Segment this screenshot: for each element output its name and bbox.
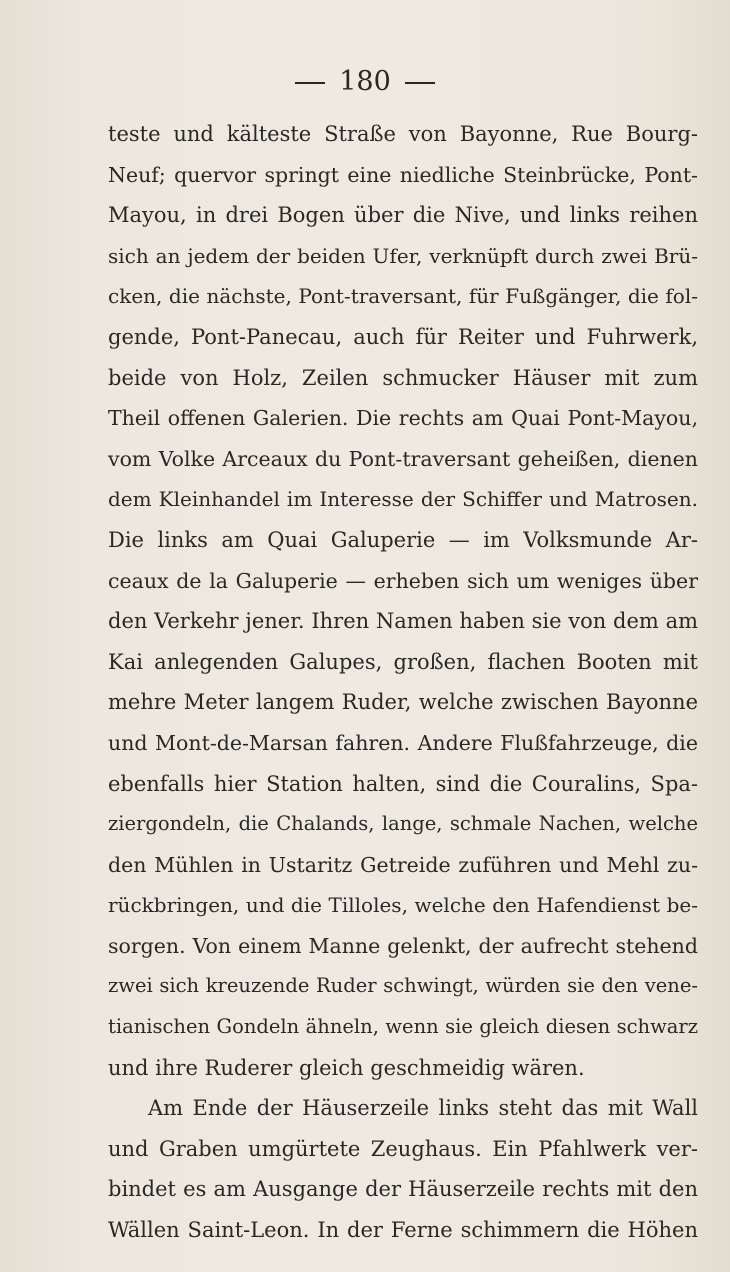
text-line: tianischen Gondeln ähneln, wenn sie gleich diesen schwarz bbox=[108, 1015, 698, 1039]
text-line: den Mühlen in Ustaritz Getreide zuführen und Mehl zu- bbox=[108, 852, 698, 877]
text-line: und Mont-de-Marsan fahren. Andere Flußfahrzeuge, die bbox=[108, 730, 698, 755]
dash-right bbox=[405, 82, 435, 84]
text-line: und Graben umgürtete Zeughaus. Ein Pfahlwerk ver- bbox=[108, 1136, 698, 1161]
text-line: Am Ende der Häuserzeile links steht das mit Wall bbox=[148, 1096, 698, 1121]
body-text bbox=[108, 114, 698, 1251]
text-line: ziergondeln, die Chalands, lange, schmale Nachen, welche bbox=[108, 812, 698, 836]
text-line: Neuf; quervor springt eine niedliche Steinbrücke, Pont- bbox=[108, 162, 698, 187]
text-line: sorgen. Von einem Manne gelenkt, der aufrecht stehend bbox=[108, 933, 698, 958]
text-line: dem Kleinhandel im Interesse der Schiffer und Matrosen. bbox=[108, 487, 698, 512]
text-line: ebenfalls hier Station halten, sind die Couralins, Spa- bbox=[108, 771, 698, 796]
text-line: Die links am Quai Galuperie — im Volksmunde Ar- bbox=[108, 527, 698, 552]
text-line: bindet es am Ausgange der Häuserzeile rechts mit den bbox=[108, 1177, 698, 1202]
text-line: den Verkehr jener. Ihren Namen haben sie von dem am bbox=[108, 609, 698, 634]
text-line: vom Volke Arceaux du Pont-traversant geheißen, dienen bbox=[108, 446, 698, 471]
dash-left bbox=[295, 82, 325, 84]
page-number-header bbox=[0, 66, 730, 97]
text-line: Kai anlegenden Galupes, großen, flachen Booten mit bbox=[108, 649, 698, 674]
text-line: cken, die nächste, Pont-traversant, für Fußgänger, die fol- bbox=[108, 284, 698, 309]
text-line: Mayou, in drei Bogen über die Nive, und links reihen bbox=[108, 203, 698, 228]
text-line: sich an jedem der beiden Ufer, verknüpft durch zwei Brü- bbox=[108, 243, 698, 268]
text-line: rückbringen, und die Tilloles, welche den Hafendienst be- bbox=[108, 893, 698, 918]
page-number: 180 bbox=[339, 66, 391, 97]
text-line: zwei sich kreuzende Ruder schwingt, würden sie den vene- bbox=[108, 974, 698, 998]
text-line: ceaux de la Galuperie — erheben sich um weniges über bbox=[108, 568, 698, 593]
text-line: mehre Meter langem Ruder, welche zwischen Bayonne bbox=[108, 690, 698, 715]
text-line: beide von Holz, Zeilen schmucker Häuser mit zum bbox=[108, 365, 698, 390]
text-line: gende, Pont-Panecau, auch für Reiter und Fuhrwerk, bbox=[108, 324, 698, 349]
text-line: und ihre Ruderer gleich geschmeidig wären. bbox=[108, 1055, 585, 1080]
text-line: Wällen Saint-Leon. In der Ferne schimmern die Höhen bbox=[108, 1218, 698, 1243]
text-line: teste und kälteste Straße von Bayonne, Rue Bourg- bbox=[108, 122, 698, 146]
text-line: Theil offenen Galerien. Die rechts am Quai Pont-Mayou, bbox=[108, 406, 698, 431]
